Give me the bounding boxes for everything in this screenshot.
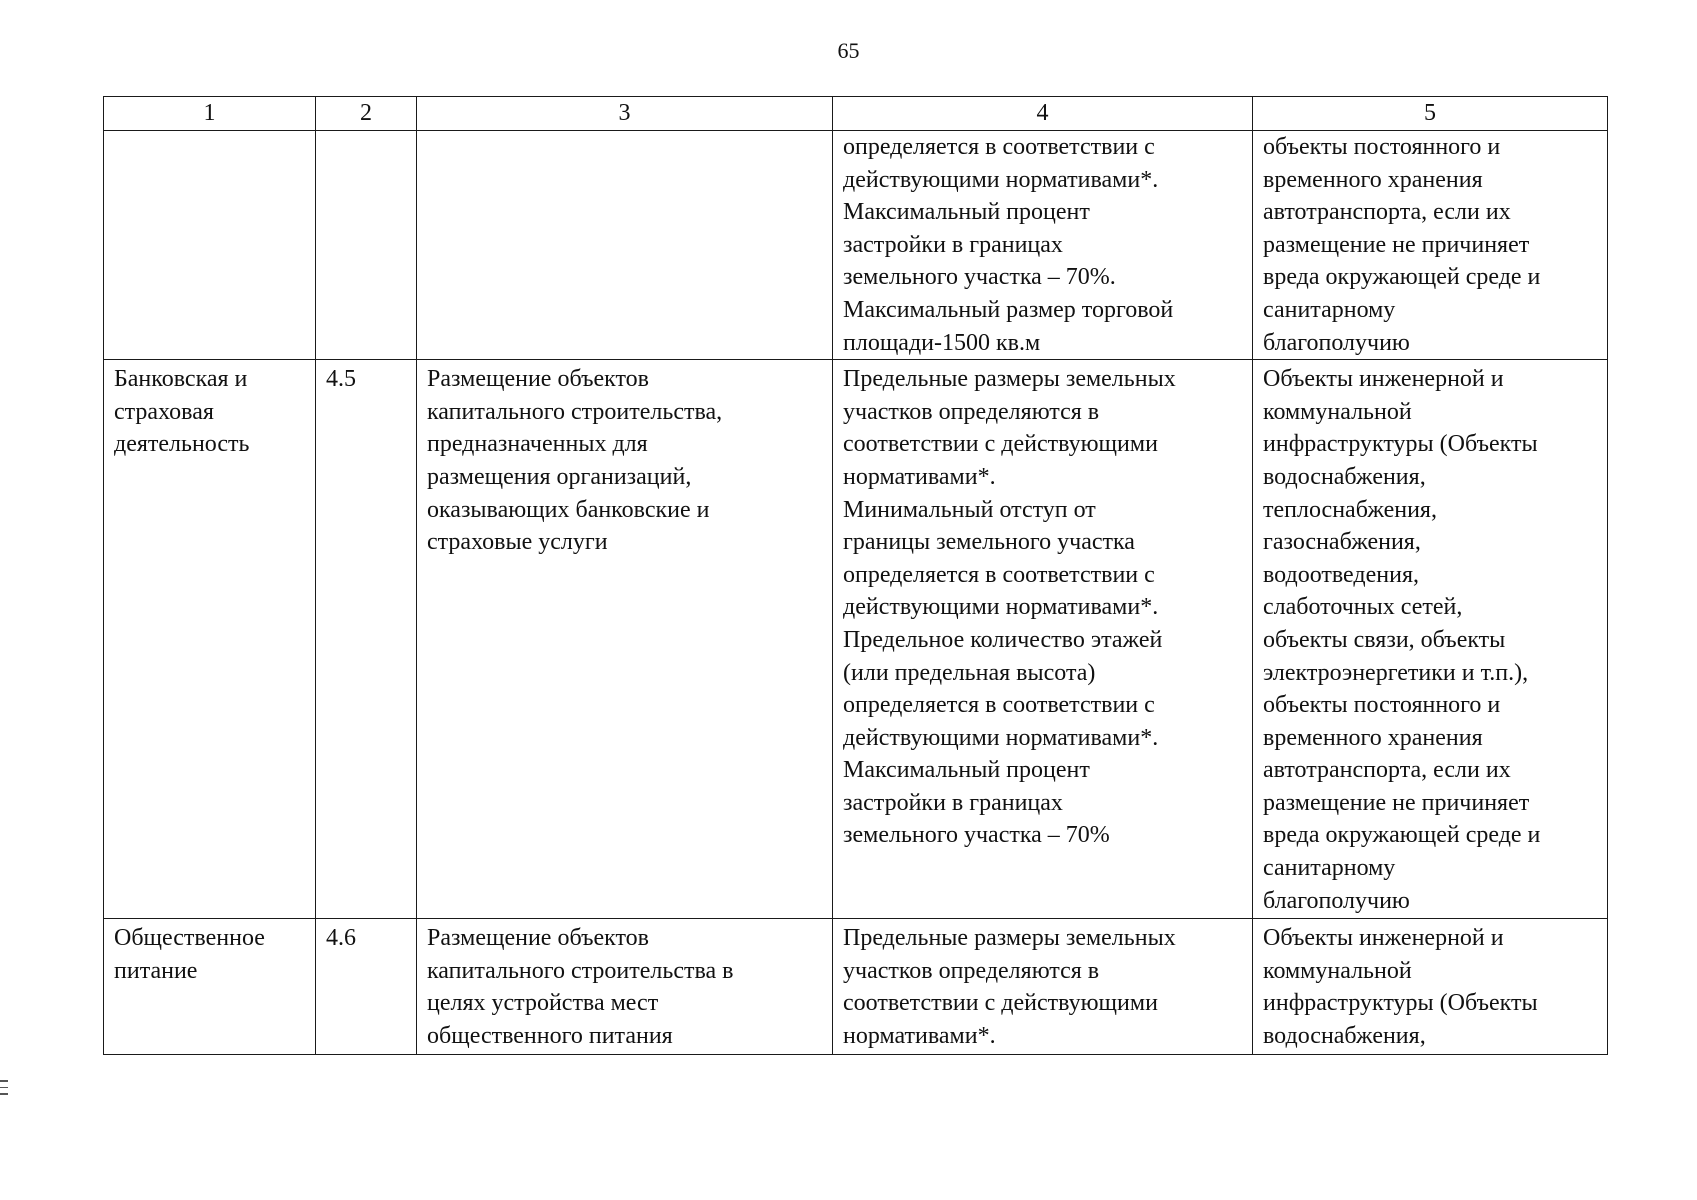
cell-text-line: соответствии с действующими: [843, 990, 1158, 1017]
cell-text-line: инфраструктуры (Объекты: [1263, 990, 1538, 1017]
cell-text-line: оказывающих банковские и: [427, 496, 710, 523]
cell-parameters: [833, 919, 1253, 1055]
cell-text-line: нормативами*.: [843, 1022, 996, 1049]
cell-text-line: Банковская и: [114, 366, 248, 393]
cell-text-line: земельного участка – 70%.: [843, 264, 1116, 291]
cell-text-line: размещение не причиняет: [1263, 789, 1530, 816]
cell-auxiliary-uses: [1253, 919, 1608, 1055]
cell-text-line: санитарному: [1263, 296, 1396, 323]
cell-use-name: [104, 131, 316, 360]
cell-use-description: [417, 919, 833, 1055]
cell-text-line: целях устройства мест: [427, 990, 659, 1017]
cell-text-line: слаботочных сетей,: [1263, 594, 1463, 621]
cell-text-line: участков определяются в: [843, 398, 1100, 425]
cell-use-description: [417, 360, 833, 919]
cell-text-line: водоснабжения,: [1263, 1022, 1426, 1049]
cell-text-line: временного хранения: [1263, 166, 1483, 193]
cell-text-line: площади-1500 кв.м: [843, 329, 1041, 356]
cell-text-line: определяется в соответствии с: [843, 134, 1155, 160]
cell-text-line: действующими нормативами*.: [843, 724, 1159, 751]
cell-use-code: [316, 919, 417, 1055]
cell-text-line: благополучию: [1263, 887, 1410, 914]
cell-text-line: общественного питания: [427, 1022, 673, 1049]
cell-text-line: автотранспорта, если их: [1263, 199, 1511, 226]
table-header-row: [104, 97, 1608, 131]
column-header-1: 1: [104, 97, 316, 131]
page-number: 65: [837, 38, 860, 63]
table-row: [104, 131, 1608, 360]
cell-text-line: коммунальной: [1263, 398, 1412, 425]
cell-text-line: Предельное количество этажей: [843, 626, 1163, 653]
cell-text-line: страховые услуги: [427, 529, 608, 556]
cell-text-line: объекты связи, объекты: [1263, 626, 1506, 653]
cell-text-line: санитарному: [1263, 855, 1396, 882]
cell-text-line: благополучию: [1263, 329, 1410, 356]
cell-auxiliary-uses: [1253, 360, 1608, 919]
cell-parameters: [833, 360, 1253, 919]
cell-use-name: [104, 919, 316, 1055]
cell-text-line: Размещение объектов: [427, 366, 649, 393]
cell-text-line: соответствии с действующими: [843, 431, 1158, 458]
cell-text-line: электроэнергетики и т.п.),: [1263, 659, 1529, 686]
cell-text-line: земельного участка – 70%: [843, 822, 1110, 849]
cell-text-line: размещение не причиняет: [1263, 231, 1530, 258]
cell-text-line: водоотведения,: [1263, 561, 1419, 588]
cell-text-line: теплоснабжения,: [1263, 496, 1437, 523]
cell-text-line: Общественное: [114, 925, 265, 952]
cell-text-line: автотранспорта, если их: [1263, 757, 1511, 784]
margin-marks: [0, 1080, 8, 1100]
cell-text-line: капитального строительства,: [427, 398, 723, 425]
cell-text-line: определяется в соответствии с: [843, 561, 1155, 588]
cell-text-line: объекты постоянного и: [1263, 134, 1501, 160]
column-header-3: 3: [417, 97, 833, 131]
cell-use-code: [316, 360, 417, 919]
cell-text-line: Предельные размеры земельных: [843, 366, 1176, 393]
cell-text-line: участков определяются в: [843, 957, 1100, 984]
cell-text-line: нормативами*.: [843, 463, 996, 490]
cell-text-line: газоснабжения,: [1263, 529, 1421, 556]
cell-text-line: водоснабжения,: [1263, 463, 1426, 490]
zoning-table: [103, 96, 1608, 1055]
cell-text-line: Максимальный процент: [843, 199, 1090, 226]
column-header-2: 2: [316, 97, 417, 131]
cell-text-line: Максимальный процент: [843, 757, 1090, 784]
cell-text-line: определяется в соответствии с: [843, 692, 1155, 719]
cell-text-line: объекты постоянного и: [1263, 692, 1501, 719]
cell-text-line: размещения организаций,: [427, 463, 692, 490]
cell-text-line: Объекты инженерной и: [1263, 366, 1504, 393]
cell-parameters: [833, 131, 1253, 360]
cell-use-description: [417, 131, 833, 360]
cell-use-code: [316, 131, 417, 360]
cell-text-line: 4.6: [326, 925, 356, 952]
column-header-5: 5: [1253, 97, 1608, 131]
table-row: [104, 919, 1608, 1055]
cell-text-line: границы земельного участка: [843, 529, 1135, 556]
cell-text-line: Максимальный размер торговой: [843, 296, 1174, 323]
cell-text-line: 4.5: [326, 366, 356, 393]
cell-text-line: Предельные размеры земельных: [843, 925, 1176, 952]
column-header-4: 4: [833, 97, 1253, 131]
cell-text-line: питание: [114, 957, 198, 984]
cell-text-line: временного хранения: [1263, 724, 1483, 751]
cell-text-line: вреда окружающей среде и: [1263, 822, 1541, 849]
cell-use-name: [104, 360, 316, 919]
cell-text-line: (или предельная высота): [843, 659, 1096, 686]
cell-text-line: застройки в границах: [843, 789, 1063, 816]
cell-text-line: действующими нормативами*.: [843, 166, 1159, 193]
cell-text-line: инфраструктуры (Объекты: [1263, 431, 1538, 458]
cell-text-line: Размещение объектов: [427, 925, 649, 952]
cell-text-line: вреда окружающей среде и: [1263, 264, 1541, 291]
cell-text-line: застройки в границах: [843, 231, 1063, 258]
cell-text-line: Минимальный отступ от: [843, 496, 1096, 523]
cell-text-line: Объекты инженерной и: [1263, 925, 1504, 952]
table-row: [104, 360, 1608, 919]
cell-text-line: коммунальной: [1263, 957, 1412, 984]
cell-text-line: капитального строительства в: [427, 957, 734, 984]
cell-text-line: страховая: [114, 398, 214, 425]
cell-text-line: действующими нормативами*.: [843, 594, 1159, 621]
cell-text-line: предназначенных для: [427, 431, 648, 458]
cell-auxiliary-uses: [1253, 131, 1608, 360]
cell-text-line: деятельность: [114, 431, 250, 458]
